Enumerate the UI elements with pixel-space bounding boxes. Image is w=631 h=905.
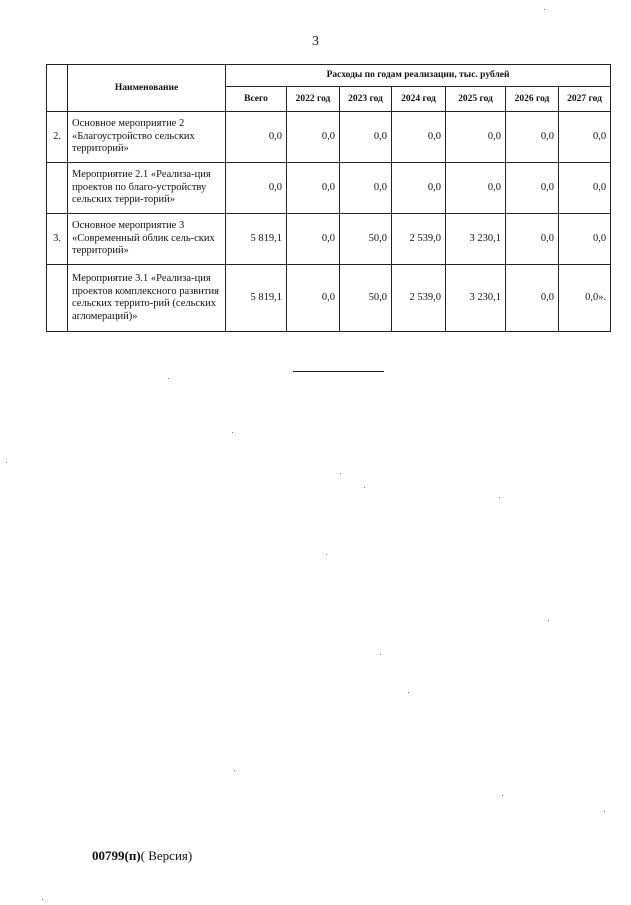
column-header-2027: 2027 год [559, 87, 611, 112]
column-header-2022: 2022 год [287, 87, 340, 112]
column-header-total: Всего [226, 87, 287, 112]
cell-2022: 0,0 [287, 214, 340, 265]
document-number: 00799(п) [92, 848, 141, 863]
cell-2026: 0,0 [506, 163, 559, 214]
scan-speck [326, 554, 327, 555]
cell-2024: 0,0 [392, 163, 446, 214]
cell-2022: 0,0 [287, 265, 340, 332]
table-row [47, 214, 611, 265]
column-header-2026: 2026 год [506, 87, 559, 112]
scan-speck [502, 795, 503, 796]
cell-2025: 3 230,1 [446, 265, 506, 332]
cell-total: 0,0 [226, 163, 287, 214]
scan-speck [408, 692, 409, 693]
cell-2022: 0,0 [287, 112, 340, 163]
row-number: 2. [47, 112, 68, 163]
scan-speck [6, 462, 7, 463]
cell-total: 5 819,1 [226, 265, 287, 332]
column-header-2023: 2023 год [340, 87, 392, 112]
scan-speck [380, 654, 381, 655]
page-number: 3 [312, 34, 319, 49]
cell-2027: 0,0 [559, 163, 611, 214]
row-name: Основное мероприятие 2 «Благоустройство сельских территорий» [68, 112, 226, 163]
cell-total: 0,0 [226, 112, 287, 163]
scan-speck [232, 432, 233, 433]
cell-2023: 50,0 [340, 214, 392, 265]
cell-2024: 2 539,0 [392, 214, 446, 265]
cell-2026: 0,0 [506, 265, 559, 332]
name-column-header: Наименование [68, 65, 226, 112]
number-column-header [47, 65, 68, 112]
scan-speck [544, 9, 545, 10]
column-header-2024: 2024 год [392, 87, 446, 112]
document-code [92, 848, 192, 864]
scan-speck [604, 811, 605, 812]
cell-2025: 0,0 [446, 163, 506, 214]
cell-2027: 0,0». [559, 265, 611, 332]
cell-2023: 50,0 [340, 265, 392, 332]
scan-speck [499, 497, 500, 498]
cell-2026: 0,0 [506, 214, 559, 265]
cell-total: 5 819,1 [226, 214, 287, 265]
row-number: 3. [47, 214, 68, 265]
expenses-table [46, 64, 611, 332]
cell-2024: 2 539,0 [392, 265, 446, 332]
separator-line [293, 371, 384, 372]
row-name: Мероприятие 3.1 «Реализа-ция проектов комплексного развития сельских террито-рий (сельских агломераций)» [68, 265, 226, 332]
row-number [47, 265, 68, 332]
cell-2027: 0,0 [559, 214, 611, 265]
scan-speck [548, 620, 549, 621]
scan-speck [340, 473, 341, 474]
cell-2023: 0,0 [340, 112, 392, 163]
scan-speck [364, 487, 365, 488]
cell-2025: 3 230,1 [446, 214, 506, 265]
table-row [47, 265, 611, 332]
row-number [47, 163, 68, 214]
row-name: Мероприятие 2.1 «Реализа-ция проектов по благо-устройству сельских терри-торий» [68, 163, 226, 214]
cell-2025: 0,0 [446, 112, 506, 163]
scan-speck [168, 378, 169, 379]
cell-2024: 0,0 [392, 112, 446, 163]
table-row [47, 163, 611, 214]
table-row [47, 112, 611, 163]
column-header-2025: 2025 год [446, 87, 506, 112]
cell-2023: 0,0 [340, 163, 392, 214]
expenses-group-header: Расходы по годам реализации, тыс. рублей [226, 65, 611, 87]
scan-speck [42, 899, 43, 900]
cell-2026: 0,0 [506, 112, 559, 163]
row-name: Основное мероприятие 3 «Современный облик сель-ских территорий» [68, 214, 226, 265]
document-version: ( Версия) [140, 848, 193, 863]
cell-2022: 0,0 [287, 163, 340, 214]
cell-2027: 0,0 [559, 112, 611, 163]
scan-speck [234, 770, 235, 771]
